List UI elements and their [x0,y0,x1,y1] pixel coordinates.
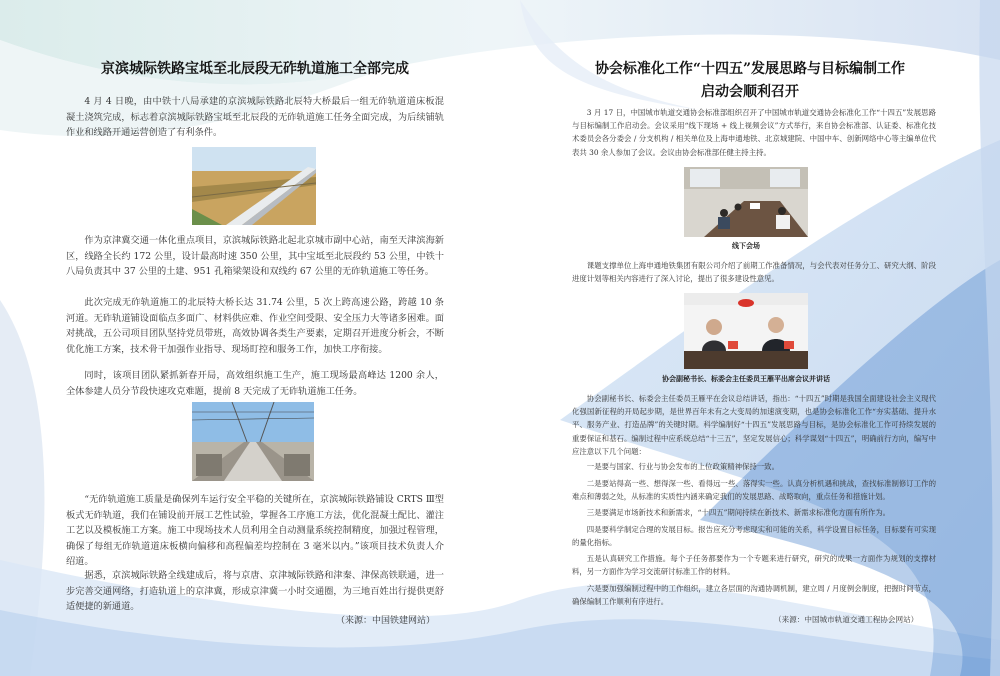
photo-caption-1: 线下会场 [732,241,760,250]
right-title-line-2: 启动会顺利召开 [701,84,799,100]
speaker-photo [684,293,808,369]
right-paragraph-1: 3 月 17 日，中国城市轨道交通协会标准部组织召开了中国城市轨道交通协会标准化工作“十四五”发展思路与目标编制工作启动会。会议采用“线下现场 + 线上视频会议”方式举行，来自协会标准部、认证委、标准化技术委员会各分委会 / 分支机构 / 相关单位及上海申通地铁、北京城建院、中国中车、创新网络中心等主编单位代表共 30 余人参加了会议。会议由协会标准部任健主持主持。 [572,108,936,157]
right-paragraph-7: 四是要科学制定合理的发展目标。报告应充分考虑现实和可能的关系，科学设置目标任务，目标要有可实现的量化指标。 [572,525,936,548]
left-paragraph-1: 4 月 4 日晚，由中铁十八局承建的京滨城际铁路北辰特大桥最后一组无砟轨道道床板混凝土浇筑完成，标志着京滨城际铁路宝坻至北辰段的无砟轨道施工任务全面完成，为后续铺轨作业和线路开通运营创造了有利条件。 [66,96,444,138]
right-title-line-1: 协会标准化工作“十四五”发展思路与目标编制工作 [594,61,906,77]
left-paragraph-2: 作为京津冀交通一体化重点项目，京滨城际铁路北起北京城市副中心站，南至天津滨海新区，线路全长约 172 公里，设计最高时速 350 公里，其中宝坻至北辰段约 53 公里，中铁十八局负责其中 37 公里的土建、951 孔箱梁架设和双线约 67 公里的无砟轨道施工等任务。 [66,235,444,277]
right-paragraph-2: 课题支撑单位上海申通地铁集团有限公司介绍了前期工作准备情况，与会代表对任务分工、研究大纲、阶段进度计划等相关内容进行了深入讨论，提出了很多建设性意见。 [572,261,936,284]
right-paragraph-9: 六是要加强编制过程中的工作组织，建立各层面的沟通协调机制，建立周 / 月度例会制度，把握时间节点，确保编制工作顺利有序进行。 [572,584,936,607]
right-article [500,0,1000,676]
meeting-room-photo [684,167,808,237]
right-paragraph-3: 协会副秘书长、标委会主任委员王雁平在会议总结讲话，指出：“十四五”时期是我国全面建设社会主义现代化强国新征程的开局起步期，是世界百年未有之大变局的加速演变期，也是协会标准化工作“夯实基础、提升水平、服务产业、打造品牌”的关键时期。科学编制好“十四五”发展思路与目标，是协会标准化工作可持续发展的重要保证和基石。编制过程中应系统总结“十三五”，坚定发展信心；科学谋划“十四五”，明确前行方向，编写中应注意以下几个问题： [572,394,936,456]
photo-caption-2: 协会副秘书长、标委会主任委员王雁平出席会议并讲话 [662,374,830,383]
right-article-title [570,58,930,104]
track-construction-photo [192,402,314,481]
right-paragraph-6: 三是要满足市场新技术和新需求，“十四五”期间持续在新技术、新需求标准化方面有所作为。 [586,508,890,517]
right-paragraph-8: 五是认真研究工作措施。每个子任务都要作为一个专题来进行研究，研究的成果一方面作为规划的支撑材料，另一方面作为学习交流研讨标准工作的材料。 [572,554,936,577]
left-source: （来源：中国铁建网站） [336,616,436,626]
railway-viaduct-photo [192,147,316,225]
right-source: （来源：中国城市轨道交通工程协会网站） [774,615,919,624]
left-article-title: 京滨城际铁路宝坻至北辰段无砟轨道施工全部完成 [101,61,409,77]
left-paragraph-6: 据悉，京滨城际铁路全线建成后，将与京唐、京津城际铁路和津秦、津保高铁联通，进一步完善交通网络，打造轨道上的京津冀，形成京津冀一小时交通圈，为三地百姓出行提供更舒适便捷的新通道。 [66,570,444,612]
right-paragraph-4: 一是要与国家、行业与协会发布的上位政策精神保持一致。 [586,462,779,471]
left-paragraph-3: 此次完成无砟轨道施工的北辰特大桥长达 31.74 公里，5 次上跨高速公路，跨越 10 条河道。无砟轨道铺设面临点多面广、材料供应难、作业空间受限、安全压力大等诸多困难。面对挑战，五公司项目团队坚持党员带班，高效协调各类生产要素，定期召开进度分析会，不断优化施工方案，技术骨干加强作业指导、现场盯控和服务工作，加快工序衔接。 [66,297,444,355]
left-paragraph-5: “无砟轨道施工质量是确保列车运行安全平稳的关键所在，京滨城际铁路铺设 CRTS Ⅲ型板式无砟轨道，我们在铺设前开展工艺性试验，掌握各工序施工方法，优化混凝土配比、灌注工艺以及模板施工方案。施工中现场技术人员利用全自动测量系统控制精度，加强过程管理，确保了每组无砟轨道道床板横向偏移和高程偏差均控制在 3 毫米以内。”该项目技术负责人介绍道。 [66,494,444,567]
left-paragraph-4: 同时，该项目团队紧抓新春开局，高效组织施工生产，施工现场最高峰达 1200 余人，全体参建人员分节段快速攻克难题，提前 8 天完成了无砟轨道施工任务。 [66,370,444,397]
right-paragraph-5: 二是要站得高一些、想得深一些、看得远一些、落得实一些。认真分析机遇和挑战，查找标准制修订工作的难点和薄弱之处，从标准的实质性内涵来确定我们的发展思路、战略取向，重点任务和措施计划。 [572,479,936,502]
